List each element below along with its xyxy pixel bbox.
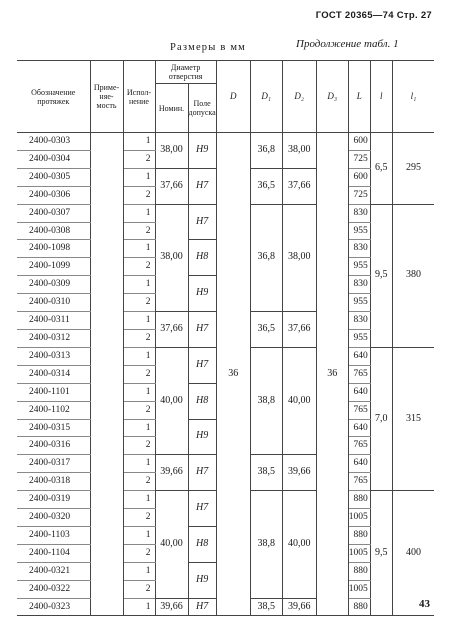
D2-cell: 37,66 [282,312,316,348]
D1-cell: 36,8 [250,133,282,169]
row-application [90,526,123,544]
row-application [90,240,123,258]
row-L: 955 [348,222,370,240]
col-bore-diameter: Диаметр отверстия [155,61,216,84]
nominal-cell: 39,66 [155,598,188,616]
row-application [90,258,123,276]
row-L: 1005 [348,580,370,598]
tolerance-cell: H7 [188,491,216,527]
row-L: 765 [348,473,370,491]
row-version: 1 [123,419,155,437]
row-application [90,491,123,509]
l1-cell: 295 [392,133,434,205]
row-L: 955 [348,294,370,312]
row-version: 2 [123,580,155,598]
row-code: 2400-1099 [17,258,90,276]
row-L: 725 [348,150,370,168]
row-version: 1 [123,598,155,616]
nominal-cell: 38,00 [155,204,188,311]
row-application [90,168,123,186]
row-code: 2400-0310 [17,294,90,312]
row-code: 2400-0323 [17,598,90,616]
row-code: 2400-1104 [17,544,90,562]
col-D2: D₂ [282,61,316,133]
D1-cell: 38,8 [250,347,282,454]
D2-cell: 39,66 [282,455,316,491]
row-application [90,312,123,330]
sizes-label: Размеры в мм [170,42,247,53]
row-L: 640 [348,419,370,437]
tolerance-cell: H9 [188,562,216,598]
nominal-cell: 40,00 [155,491,188,598]
row-version: 1 [123,133,155,151]
row-L: 830 [348,240,370,258]
row-L: 955 [348,329,370,347]
broach-table [17,60,434,616]
row-application [90,509,123,527]
row-code: 2400-0318 [17,473,90,491]
col-version: Испол-нение [123,61,155,133]
tolerance-cell: H7 [188,204,216,240]
col-D1: D₁ [250,61,282,133]
tolerance-cell: H7 [188,312,216,348]
page-header [0,0,450,60]
row-code: 2400-0312 [17,329,90,347]
row-version: 1 [123,312,155,330]
row-application [90,473,123,491]
row-application [90,222,123,240]
row-L: 765 [348,437,370,455]
row-L: 725 [348,186,370,204]
row-application [90,580,123,598]
standard-title: ГОСТ 20365—74 Стр. 27 [315,10,432,21]
row-version: 1 [123,562,155,580]
nominal-cell: 37,66 [155,312,188,348]
row-application [90,329,123,347]
row-application [90,347,123,365]
row-code: 2400-0306 [17,186,90,204]
row-application [90,276,123,294]
row-L: 880 [348,598,370,616]
row-application [90,598,123,616]
row-application [90,150,123,168]
row-application [90,455,123,473]
D1-cell: 36,5 [250,312,282,348]
row-L: 830 [348,276,370,294]
row-application [90,294,123,312]
l1-cell: 380 [392,204,434,347]
row-code: 2400-0317 [17,455,90,473]
nominal-cell: 40,00 [155,347,188,454]
row-code: 2400-0319 [17,491,90,509]
row-code: 2400-1101 [17,383,90,401]
row-code: 2400-1103 [17,526,90,544]
tolerance-cell: H7 [188,168,216,204]
l-cell: 6,5 [370,133,392,205]
D-cell: 36 [216,133,250,616]
row-version: 1 [123,526,155,544]
row-version: 2 [123,401,155,419]
row-version: 1 [123,168,155,186]
row-L: 880 [348,491,370,509]
row-L: 640 [348,347,370,365]
D1-cell: 36,5 [250,168,282,204]
row-version: 1 [123,383,155,401]
tolerance-cell: H8 [188,383,216,419]
row-application [90,401,123,419]
col-D3: D₃ [316,61,348,133]
row-L: 1005 [348,509,370,527]
row-L: 1005 [348,544,370,562]
l-cell: 7,0 [370,347,392,490]
col-l: l [370,61,392,133]
tolerance-cell: H9 [188,276,216,312]
row-application [90,133,123,151]
row-version: 1 [123,455,155,473]
tolerance-cell: H9 [188,419,216,455]
row-code: 2400-0322 [17,580,90,598]
page-number: 43 [419,598,430,610]
tolerance-cell: H7 [188,455,216,491]
row-code: 2400-0309 [17,276,90,294]
l1-cell: 315 [392,347,434,490]
row-application [90,437,123,455]
row-version: 2 [123,365,155,383]
row-L: 600 [348,168,370,186]
row-version: 2 [123,222,155,240]
continuation-label: Продолжение табл. 1 [296,38,399,50]
row-version: 2 [123,294,155,312]
row-version: 1 [123,240,155,258]
row-version: 2 [123,544,155,562]
row-code: 2400-1098 [17,240,90,258]
nominal-cell: 39,66 [155,455,188,491]
row-version: 1 [123,276,155,294]
row-code: 2400-0311 [17,312,90,330]
tolerance-cell: H8 [188,240,216,276]
tolerance-cell: H9 [188,133,216,169]
row-application [90,365,123,383]
col-L: L [348,61,370,133]
row-version: 2 [123,186,155,204]
D1-cell: 36,8 [250,204,282,311]
D2-cell: 38,00 [282,133,316,169]
l-cell: 9,5 [370,491,392,616]
row-code: 2400-0313 [17,347,90,365]
row-version: 1 [123,347,155,365]
tolerance-cell: H8 [188,526,216,562]
row-code: 2400-0305 [17,168,90,186]
row-version: 2 [123,329,155,347]
D2-cell: 37,66 [282,168,316,204]
D3-cell: 36 [316,133,348,616]
row-L: 955 [348,258,370,276]
col-tolerance: Поле допуска [188,84,216,133]
row-version: 2 [123,258,155,276]
row-application [90,419,123,437]
row-application [90,186,123,204]
row-version: 2 [123,150,155,168]
row-version: 2 [123,473,155,491]
row-L: 830 [348,312,370,330]
row-application [90,544,123,562]
row-version: 1 [123,491,155,509]
row-L: 880 [348,526,370,544]
row-L: 880 [348,562,370,580]
row-code: 2400-0304 [17,150,90,168]
row-application [90,562,123,580]
row-application [90,383,123,401]
D1-cell: 38,5 [250,598,282,616]
row-code: 2400-0316 [17,437,90,455]
row-code: 2400-0321 [17,562,90,580]
l-cell: 9,5 [370,204,392,347]
row-version: 1 [123,204,155,222]
row-code: 2400-0303 [17,133,90,151]
row-code: 2400-0307 [17,204,90,222]
col-code: Обозначение протяжек [17,61,90,133]
row-code: 2400-0320 [17,509,90,527]
nominal-cell: 37,66 [155,168,188,204]
row-version: 2 [123,437,155,455]
D2-cell: 40,00 [282,491,316,598]
row-code: 2400-0308 [17,222,90,240]
row-code: 2400-0314 [17,365,90,383]
D2-cell: 39,66 [282,598,316,616]
row-code: 2400-0315 [17,419,90,437]
D2-cell: 40,00 [282,347,316,454]
row-L: 640 [348,455,370,473]
row-L: 765 [348,401,370,419]
l1-cell: 400 [392,491,434,616]
row-L: 640 [348,383,370,401]
row-L: 765 [348,365,370,383]
D1-cell: 38,8 [250,491,282,598]
row-version: 2 [123,509,155,527]
table-row [17,133,434,151]
tolerance-cell: H7 [188,347,216,383]
row-code: 2400-1102 [17,401,90,419]
row-application [90,204,123,222]
tolerance-cell: H7 [188,598,216,616]
col-nominal: Номин. [155,84,188,133]
col-application: Приме-няе-мость [90,61,123,133]
row-L: 600 [348,133,370,151]
D1-cell: 38,5 [250,455,282,491]
col-D: D [216,61,250,133]
D2-cell: 38,00 [282,204,316,311]
col-l1: l₁ [392,61,434,133]
nominal-cell: 38,00 [155,133,188,169]
row-L: 830 [348,204,370,222]
